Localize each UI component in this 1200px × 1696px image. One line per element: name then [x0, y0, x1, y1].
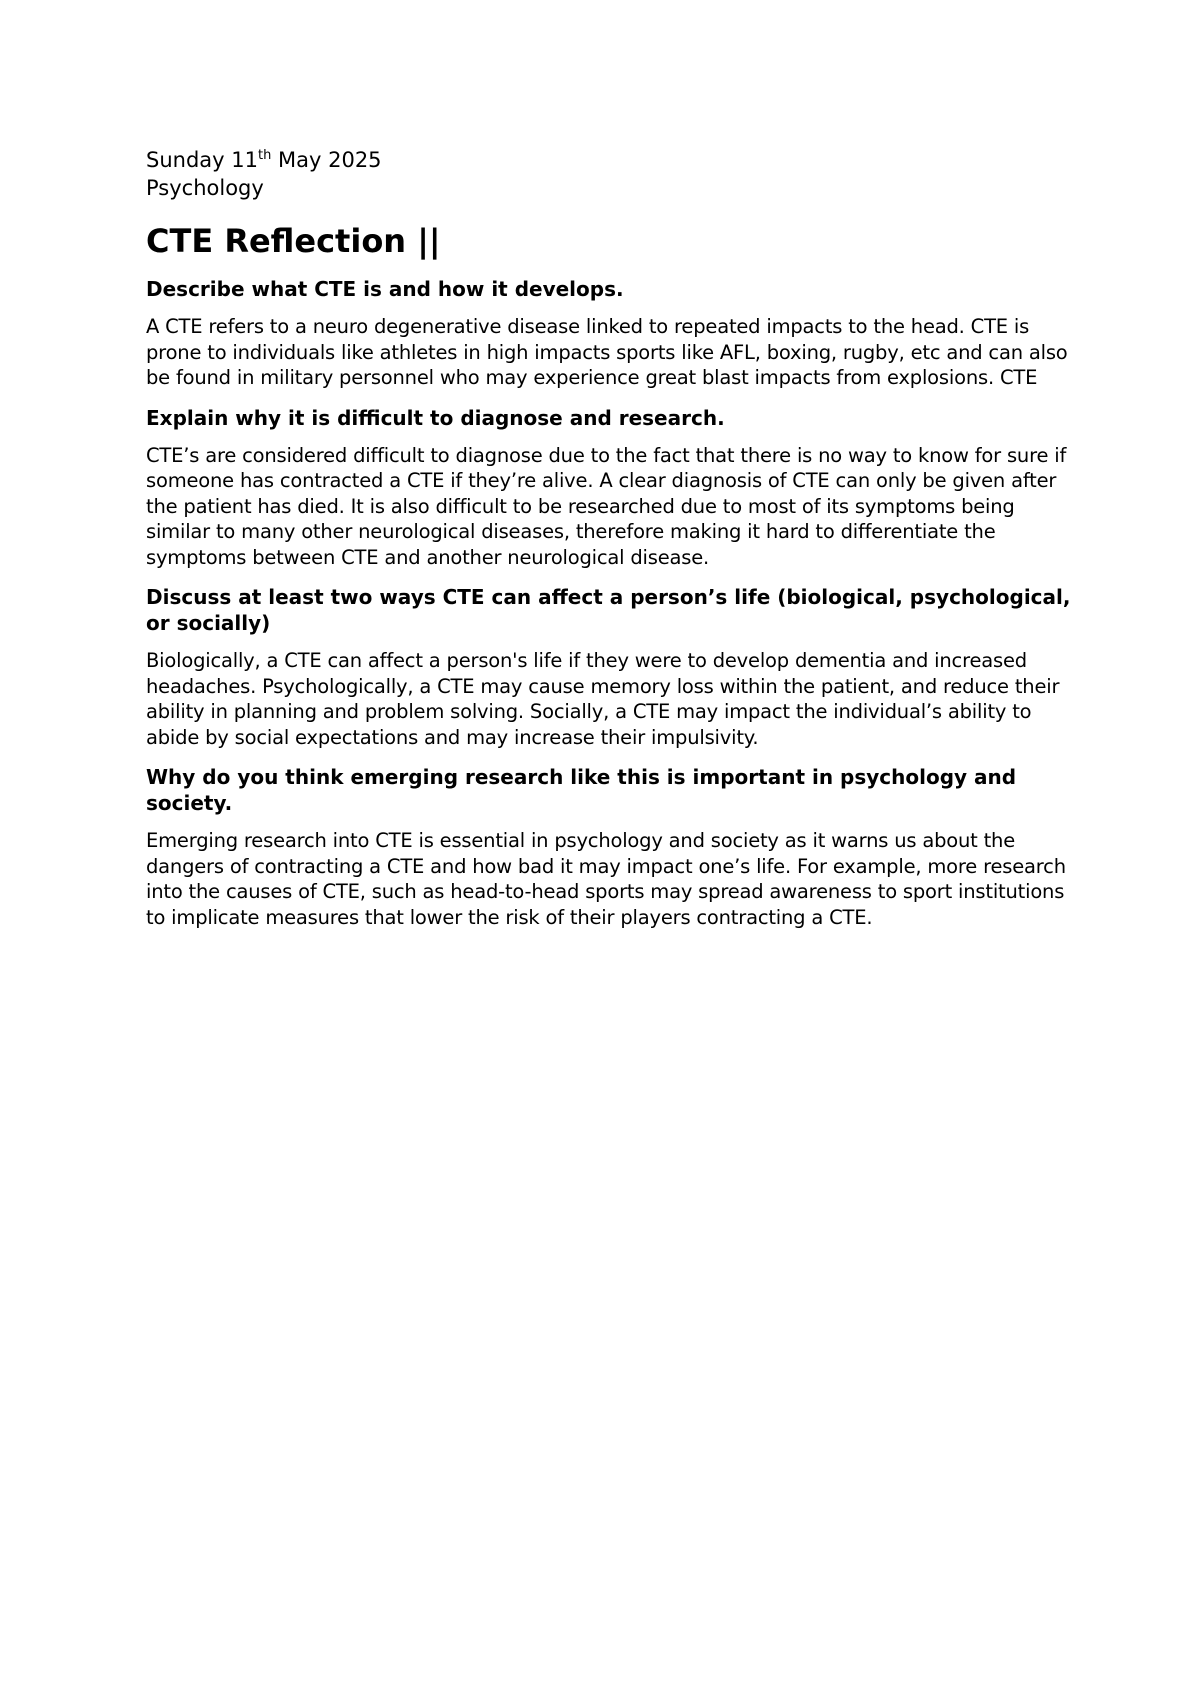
- section-2: [146, 405, 1076, 571]
- answer-3: Biologically, a CTE can affect a person's life if they were to develop dementia and increased headaches. Psychologically, a CTE may cause memory loss within the patient, and reduce their ability in planning and problem solving. Socially, a CTE may impact the individual’s ability to abide by social expectations and may increase their impulsivity.: [146, 649, 1060, 749]
- section-1: [146, 276, 1076, 391]
- date-ordinal-suffix: th: [257, 148, 272, 163]
- document-body: [146, 146, 1076, 944]
- question-1: Describe what CTE is and how it develops.: [146, 277, 624, 301]
- section-4: [146, 764, 1076, 930]
- section-3: [146, 584, 1076, 750]
- subject-line: Psychology: [146, 176, 264, 200]
- date-month-year: May 2025: [271, 148, 382, 172]
- answer-4: Emerging research into CTE is essential in psychology and society as it warns us about the dangers of contracting a CTE and how bad it may impact one’s life. For example, more research into the causes of CTE, such as head-to-head sports may spread awareness to sport institutions to implicate measures that lower the risk of their players contracting a CTE.: [146, 829, 1066, 929]
- question-4: Why do you think emerging research like this is important in psychology and society.: [146, 765, 1017, 815]
- question-2: Explain why it is difficult to diagnose and research.: [146, 405, 725, 430]
- answer-2: CTE’s are considered difficult to diagnose due to the fact that there is no way to know for sure if someone has contracted a CTE if they’re alive. A clear diagnosis of CTE can only be given after the patient has died. It is also difficult to be researched due to most of its symptoms being similar to many other neurological diseases, therefore making it hard to differentiate the symptoms between CTE and another neurological disease.: [146, 443, 1067, 569]
- date-line: [146, 146, 1076, 174]
- date-day: Sunday 11: [146, 148, 258, 172]
- document-title: CTE Reflection ||: [146, 222, 441, 260]
- answer-1: A CTE refers to a neuro degenerative disease linked to repeated impacts to the head. CTE is prone to individuals like athletes in high impacts sports like AFL, boxing, rugby, etc and can also be found in military personnel who may experience great blast impacts from explosions. CTE: [146, 315, 1068, 389]
- question-3: Discuss at least two ways CTE can affect a person’s life (biological, psychological, or socially): [146, 585, 1071, 635]
